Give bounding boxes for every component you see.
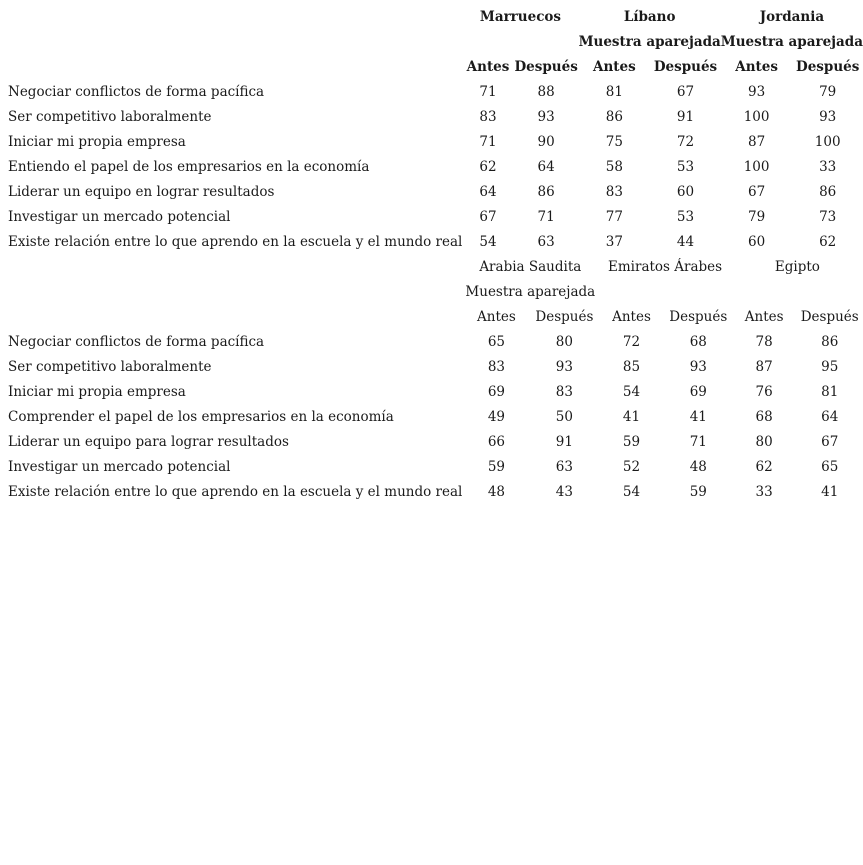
cell-value: 49 (487, 408, 506, 425)
sample-header-row (6, 279, 863, 304)
cell-value: 79 (819, 83, 837, 100)
cell-value: 37 (605, 233, 623, 250)
column-header: Después (800, 308, 859, 325)
country-header: Emiratos Árabes (608, 258, 723, 275)
country-header-row (6, 254, 863, 279)
row-label: Existe relación entre lo que aprendo en la escuela y el mundo real (8, 233, 463, 250)
cell-value: 63 (537, 233, 555, 250)
cell-value: 63 (555, 458, 573, 475)
cell-value: 93 (747, 83, 766, 100)
cell-value: 77 (605, 208, 623, 225)
cell-value: 67 (747, 183, 766, 200)
sample-label: Muestra aparejada (465, 283, 596, 300)
row-label: Existe relación entre lo que aprendo en la escuela y el mundo real (8, 483, 463, 500)
column-header-row (6, 54, 863, 79)
column-header: Después (669, 308, 728, 325)
table-row (6, 129, 863, 154)
cell-value: 44 (676, 233, 695, 250)
cell-value: 100 (814, 133, 841, 150)
cell-value: 62 (479, 158, 497, 175)
survey-table-2 (6, 254, 863, 504)
cell-value: 93 (689, 358, 707, 375)
cell-value: 81 (605, 83, 623, 100)
cell-value: 33 (819, 158, 837, 175)
cell-value: 54 (622, 483, 641, 500)
cell-value: 62 (755, 458, 773, 475)
row-label: Liderar un equipo en lograr resultados (8, 183, 275, 200)
cell-value: 100 (743, 108, 770, 125)
cell-value: 48 (689, 458, 707, 475)
cell-value: 78 (755, 333, 773, 350)
cell-value: 75 (605, 133, 623, 150)
table-row (6, 354, 863, 379)
cell-value: 52 (622, 458, 641, 475)
empty-header-cell (6, 279, 462, 304)
cell-value: 83 (479, 108, 497, 125)
cell-value: 54 (622, 383, 641, 400)
cell-value: 76 (755, 383, 773, 400)
country-header: Arabia Saudita (479, 258, 582, 275)
cell-value: 90 (537, 133, 555, 150)
cell-value: 53 (676, 158, 695, 175)
cell-value: 83 (555, 383, 573, 400)
column-header: Antes (735, 58, 778, 75)
cell-value: 64 (821, 408, 839, 425)
cell-value: 71 (537, 208, 555, 225)
cell-value: 68 (755, 408, 773, 425)
cell-value: 91 (676, 108, 695, 125)
cell-value: 81 (821, 383, 839, 400)
cell-value: 100 (743, 158, 770, 175)
cell-value: 85 (622, 358, 641, 375)
column-header: Antes (612, 308, 651, 325)
empty-header-cell (6, 29, 462, 54)
row-label: Comprender el papel de los empresarios en la economía (8, 408, 394, 425)
column-header: Después (535, 308, 594, 325)
column-header-row (6, 304, 863, 329)
row-label: Iniciar mi propia empresa (8, 133, 186, 150)
table-row (6, 454, 863, 479)
empty-header-cell (6, 254, 462, 279)
cell-value: 62 (819, 233, 837, 250)
table-row (6, 329, 863, 354)
cell-value: 69 (487, 383, 506, 400)
cell-value: 66 (487, 433, 506, 450)
table-row (6, 79, 863, 104)
country-header-row (6, 4, 863, 29)
country-header: Marruecos (479, 8, 562, 25)
table-row (6, 179, 863, 204)
cell-value: 72 (676, 133, 695, 150)
cell-value: 86 (819, 183, 837, 200)
cell-value: 59 (689, 483, 707, 500)
row-label: Iniciar mi propia empresa (8, 383, 186, 400)
row-label: Liderar un equipo para lograr resultados (8, 433, 289, 450)
cell-value: 73 (819, 208, 837, 225)
row-label: Ser competitivo laboralmente (8, 108, 212, 125)
cell-value: 60 (676, 183, 695, 200)
column-header: Antes (477, 308, 516, 325)
row-label: Ser competitivo laboralmente (8, 358, 212, 375)
cell-value: 80 (555, 333, 573, 350)
cell-value: 91 (555, 433, 573, 450)
cell-value: 64 (537, 158, 555, 175)
cell-value: 93 (537, 108, 555, 125)
cell-value: 50 (555, 408, 573, 425)
cell-value: 93 (555, 358, 573, 375)
cell-value: 80 (755, 433, 773, 450)
column-header: Antes (466, 58, 510, 75)
cell-value: 59 (622, 433, 641, 450)
cell-value: 83 (605, 183, 623, 200)
column-header: Después (653, 58, 718, 75)
sample-label (462, 29, 578, 54)
cell-value: 69 (689, 383, 707, 400)
sample-label (598, 279, 732, 304)
cell-value: 59 (487, 458, 506, 475)
sample-label: Muestra aparejada (720, 33, 863, 50)
cell-value: 67 (821, 433, 839, 450)
cell-value: 86 (605, 108, 623, 125)
cell-value: 33 (755, 483, 773, 500)
empty-header-cell (6, 54, 462, 79)
table-row (6, 154, 863, 179)
cell-value: 54 (479, 233, 497, 250)
cell-value: 71 (689, 433, 707, 450)
cell-value: 65 (487, 333, 506, 350)
cell-value: 83 (487, 358, 506, 375)
sample-label: Muestra aparejada (578, 33, 721, 50)
cell-value: 64 (479, 183, 497, 200)
cell-value: 41 (622, 408, 641, 425)
cell-value: 48 (487, 483, 506, 500)
table-row (6, 104, 863, 129)
row-label: Negociar conflictos de forma pacífica (8, 83, 265, 100)
cell-value: 93 (819, 108, 837, 125)
country-header: Jordania (759, 8, 825, 25)
sample-header-row (6, 29, 863, 54)
cell-value: 41 (821, 483, 839, 500)
cell-value: 72 (622, 333, 641, 350)
row-label: Investigar un mercado potencial (8, 208, 231, 225)
cell-value: 79 (747, 208, 766, 225)
table-row (6, 204, 863, 229)
cell-value: 43 (555, 483, 573, 500)
cell-value: 87 (747, 133, 766, 150)
cell-value: 86 (537, 183, 555, 200)
row-label: Entiendo el papel de los empresarios en la economía (8, 158, 370, 175)
cell-value: 71 (479, 83, 497, 100)
cell-value: 87 (755, 358, 773, 375)
cell-value: 67 (479, 208, 497, 225)
empty-header-cell (6, 304, 462, 329)
survey-table-1 (6, 4, 863, 254)
column-header: Antes (593, 58, 636, 75)
cell-value: 41 (689, 408, 707, 425)
row-label: Investigar un mercado potencial (8, 458, 231, 475)
cell-value: 58 (605, 158, 623, 175)
column-header: Antes (744, 308, 784, 325)
country-header: Líbano (623, 8, 676, 25)
table-row (6, 404, 863, 429)
table-row (6, 429, 863, 454)
table-row (6, 479, 863, 504)
cell-value: 95 (821, 358, 839, 375)
column-header: Después (796, 58, 860, 75)
cell-value: 88 (537, 83, 555, 100)
cell-value: 68 (689, 333, 707, 350)
cell-value: 65 (821, 458, 839, 475)
cell-value: 67 (676, 83, 695, 100)
empty-header-cell (6, 4, 462, 29)
table-row (6, 379, 863, 404)
cell-value: 60 (747, 233, 766, 250)
table-row (6, 229, 863, 254)
cell-value: 86 (821, 333, 839, 350)
cell-value: 71 (479, 133, 497, 150)
column-header: Después (514, 58, 578, 75)
cell-value: 53 (676, 208, 695, 225)
row-label: Negociar conflictos de forma pacífica (8, 333, 265, 350)
sample-label (732, 279, 863, 304)
country-header: Egipto (774, 258, 820, 275)
